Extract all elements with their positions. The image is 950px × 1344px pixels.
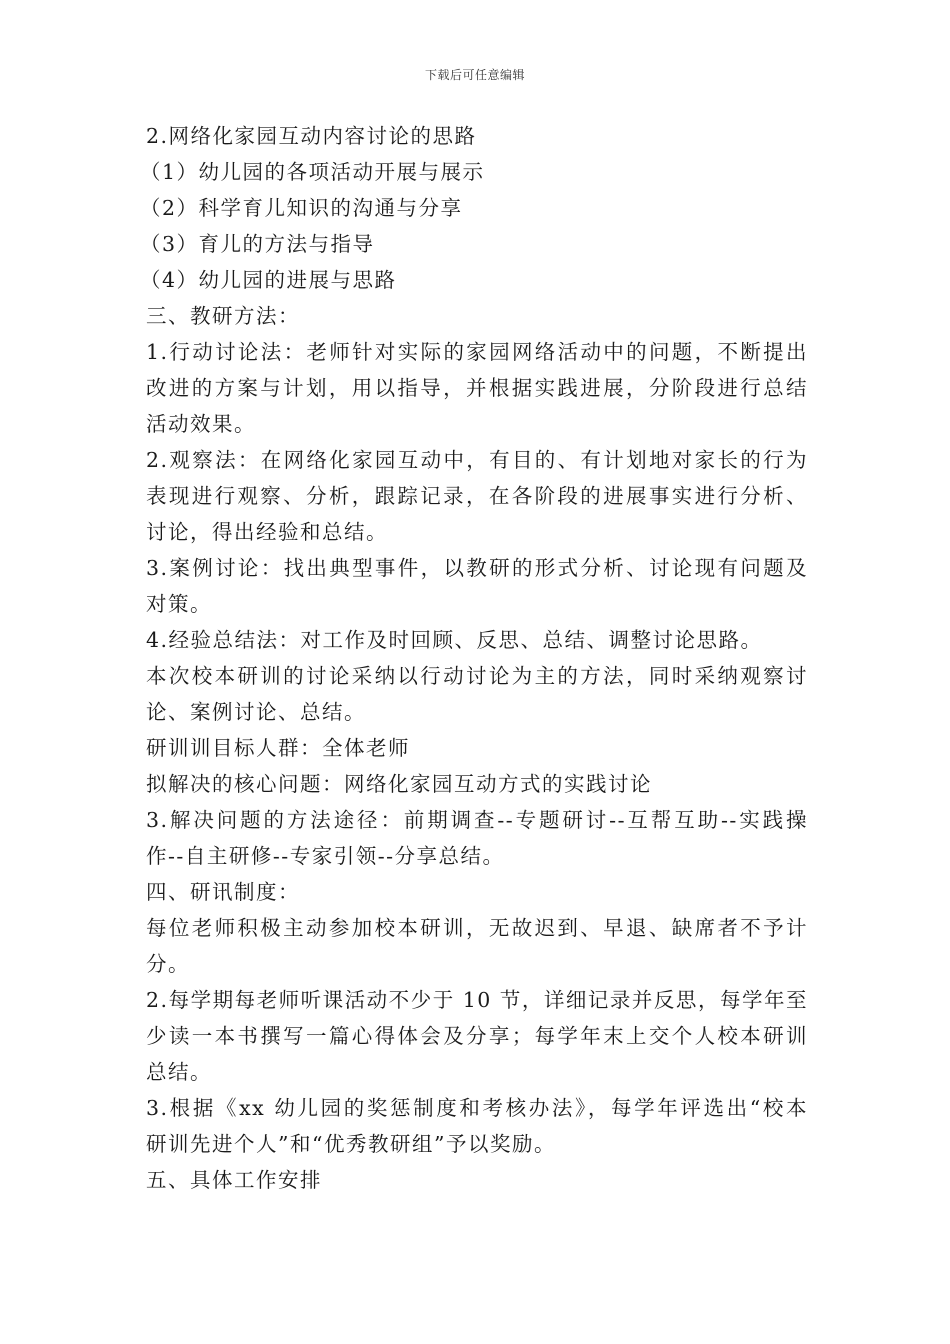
- text-line: 1.行动讨论法：老师针对实际的家园网络活动中的问题，不断提出: [146, 340, 808, 364]
- text-line: 2.网络化家园互动内容讨论的思路: [146, 124, 477, 148]
- document-body: [140, 118, 808, 1198]
- text-line: 研训先进个人”和“优秀教研组”予以奖励。: [146, 1132, 556, 1156]
- text-line: 对策。: [146, 592, 212, 616]
- text-line: 研训训目标人群：全体老师: [146, 736, 410, 760]
- text-line: 每位老师积极主动参加校本研训，无故迟到、早退、缺席者不予计: [146, 916, 808, 940]
- text-line: 3.案例讨论：找出典型事件，以教研的形式分析、讨论现有问题及: [146, 556, 808, 580]
- text-line: 活动效果。: [146, 412, 256, 436]
- text-line: 表现进行观察、分析，跟踪记录，在各阶段的进展事实进行分析、: [146, 484, 808, 508]
- text-line: 2.观察法：在网络化家园互动中，有目的、有计划地对家长的行为: [146, 448, 808, 472]
- text-line: 三、教研方法：: [146, 304, 300, 328]
- text-line: 3.根据《xx 幼儿园的奖惩制度和考核办法》，每学年评选出“校本: [146, 1096, 808, 1120]
- text-line: 作--自主研修--专家引领--分享总结。: [146, 844, 505, 868]
- text-line: 本次校本研训的讨论采纳以行动讨论为主的方法，同时采纳观察讨: [146, 664, 808, 688]
- text-line: 改进的方案与计划，用以指导，并根据实践进展，分阶段进行总结: [146, 376, 808, 400]
- text-line: 拟解决的核心问题：网络化家园互动方式的实践讨论: [146, 772, 652, 796]
- text-line: 总结。: [146, 1060, 212, 1084]
- text-line: 分。: [146, 952, 190, 976]
- text-line: 讨论，得出经验和总结。: [146, 520, 388, 544]
- text-line: 4.经验总结法：对工作及时回顾、反思、总结、调整讨论思路。: [146, 628, 763, 652]
- text-line: （4）幼儿园的进展与思路: [140, 268, 397, 292]
- text-line: 2.每学期每老师听课活动不少于 10 节，详细记录并反思，每学年至: [146, 988, 808, 1012]
- text-line: （1）幼儿园的各项活动开展与展示: [140, 160, 485, 184]
- text-line: （2）科学育儿知识的沟通与分享: [140, 196, 463, 220]
- text-line: 论、案例讨论、总结。: [146, 700, 366, 724]
- text-line: 五、具体工作安排: [146, 1168, 322, 1192]
- text-line: 四、研讯制度：: [146, 880, 300, 904]
- text-line: 少读一本书撰写一篇心得体会及分享；每学年末上交个人校本研训: [146, 1024, 808, 1048]
- page-header: 下载后可任意编辑: [424, 68, 525, 82]
- text-line: （3）育儿的方法与指导: [140, 232, 375, 256]
- text-line: 3.解决问题的方法途径：前期调查--专题研讨--互帮互助--实践操: [146, 808, 808, 832]
